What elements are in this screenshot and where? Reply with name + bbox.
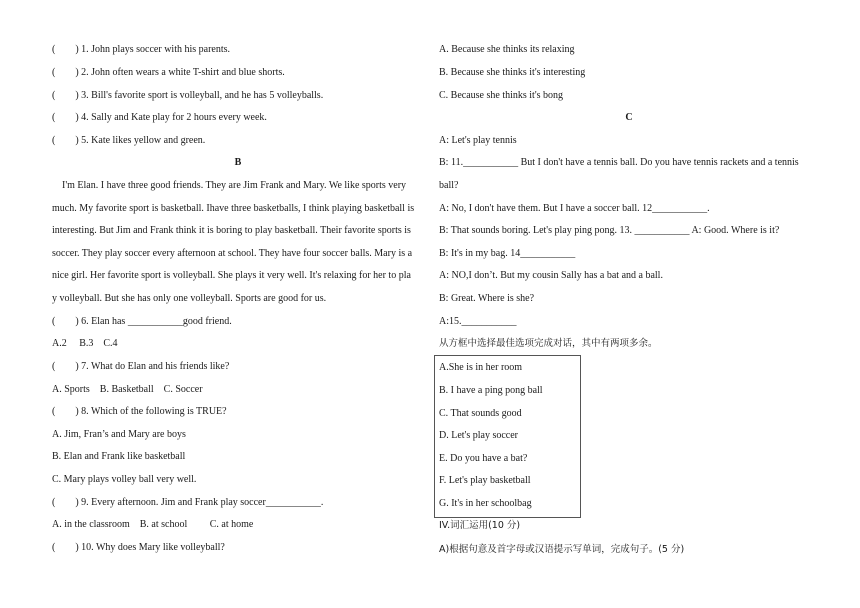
box-option: C. That sounds good <box>439 408 522 419</box>
question-10: ( ) 10. Why does Mary like volleyball? <box>52 542 225 553</box>
question-10-option-a: A. Because she thinks its relaxing <box>439 44 575 55</box>
question-2: ( ) 2. John often wears a white T-shirt and blue shorts. <box>52 67 285 78</box>
box-option: E. Do you have a bat? <box>439 453 528 464</box>
section-iv-heading: IV.词汇运用(10 分) <box>439 520 521 531</box>
dialogue-line: A:15.___________ <box>439 316 517 327</box>
box-option: G. It's in her schoolbag <box>439 498 532 509</box>
question-7: ( ) 7. What do Elan and his friends like? <box>52 361 230 372</box>
question-9: ( ) 9. Every afternoon. Jim and Frank play soccer___________. <box>52 497 324 508</box>
dialogue-line: A: Let's play tennis <box>439 135 517 146</box>
passage-line: nice girl. Her favorite sport is volleyball. She plays it very well. It's relaxing for her to pla <box>52 270 411 281</box>
box-option: A.She is in her room <box>439 362 523 373</box>
box-option: D. Let's play soccer <box>439 430 518 441</box>
passage-line: soccer. They play soccer every afternoon at school. They have four soccer balls. Mary is a <box>52 248 413 259</box>
question-3: ( ) 3. Bill's favorite sport is volleyball, and he has 5 volleyballs. <box>52 90 324 101</box>
box-option: F. Let's play basketball <box>439 475 531 486</box>
question-6-options: A.2 B.3 C.4 <box>52 338 118 349</box>
instruction-text: 从方框中选择最佳选项完成对话，其中有两项多余。 <box>439 338 658 349</box>
section-b-heading: B <box>234 157 242 168</box>
question-8: ( ) 8. Which of the following is TRUE? <box>52 406 227 417</box>
question-7-options: A. Sports B. Basketball C. Soccer <box>52 384 203 395</box>
question-8-option-b: B. Elan and Frank like basketball <box>52 451 186 462</box>
dialogue-line: B: 11.___________ But I don't have a tennis ball. Do you have tennis rackets and a tennis <box>439 157 799 168</box>
options-box <box>434 355 581 518</box>
question-8-option-c: C. Mary plays volley ball very well. <box>52 474 197 485</box>
dialogue-line: B: Great. Where is she? <box>439 293 535 304</box>
dialogue-line: A: NO,I don’t. But my cousin Sally has a bat and a ball. <box>439 270 663 281</box>
dialogue-line: ball? <box>439 180 459 191</box>
dialogue-line: B: It's in my bag. 14___________ <box>439 248 576 259</box>
box-option: B. I have a ping pong ball <box>439 385 543 396</box>
question-8-option-a: A. Jim, Fran’s and Mary are boys <box>52 429 186 440</box>
passage-line: I'm Elan. I have three good friends. They are Jim Frank and Mary. We like sports very <box>52 180 407 191</box>
question-1: ( ) 1. John plays soccer with his parents. <box>52 44 231 55</box>
question-5: ( ) 5. Kate likes yellow and green. <box>52 135 206 146</box>
dialogue-line: B: That sounds boring. Let's play ping pong. 13. ___________ A: Good. Where is it? <box>439 225 780 236</box>
question-10-option-c: C. Because she thinks it's bong <box>439 90 564 101</box>
section-c-heading: C <box>625 112 633 123</box>
dialogue-line: A: No, I don't have them. But I have a soccer ball. 12___________. <box>439 203 710 214</box>
section-iv-a-instruction: A)根据句意及首字母或汉语提示写单词，完成句子。(5 分) <box>439 544 685 555</box>
question-10-option-b: B. Because she thinks it's interesting <box>439 67 586 78</box>
passage-line: interesting. But Jim and Frank think it is boring to play basketball. Their favorite sports is <box>52 225 411 236</box>
passage-line: much. My favorite sport is basketball. Ihave three basketballs, I think playing basketball is <box>52 203 415 214</box>
passage-line: y volleyball. But she has only one volleyball. Sports are good for us. <box>52 293 327 304</box>
question-9-options: A. in the classroom B. at school C. at home <box>52 519 254 530</box>
question-6: ( ) 6. Elan has ___________good friend. <box>52 316 232 327</box>
question-4: ( ) 4. Sally and Kate play for 2 hours every week. <box>52 112 267 123</box>
